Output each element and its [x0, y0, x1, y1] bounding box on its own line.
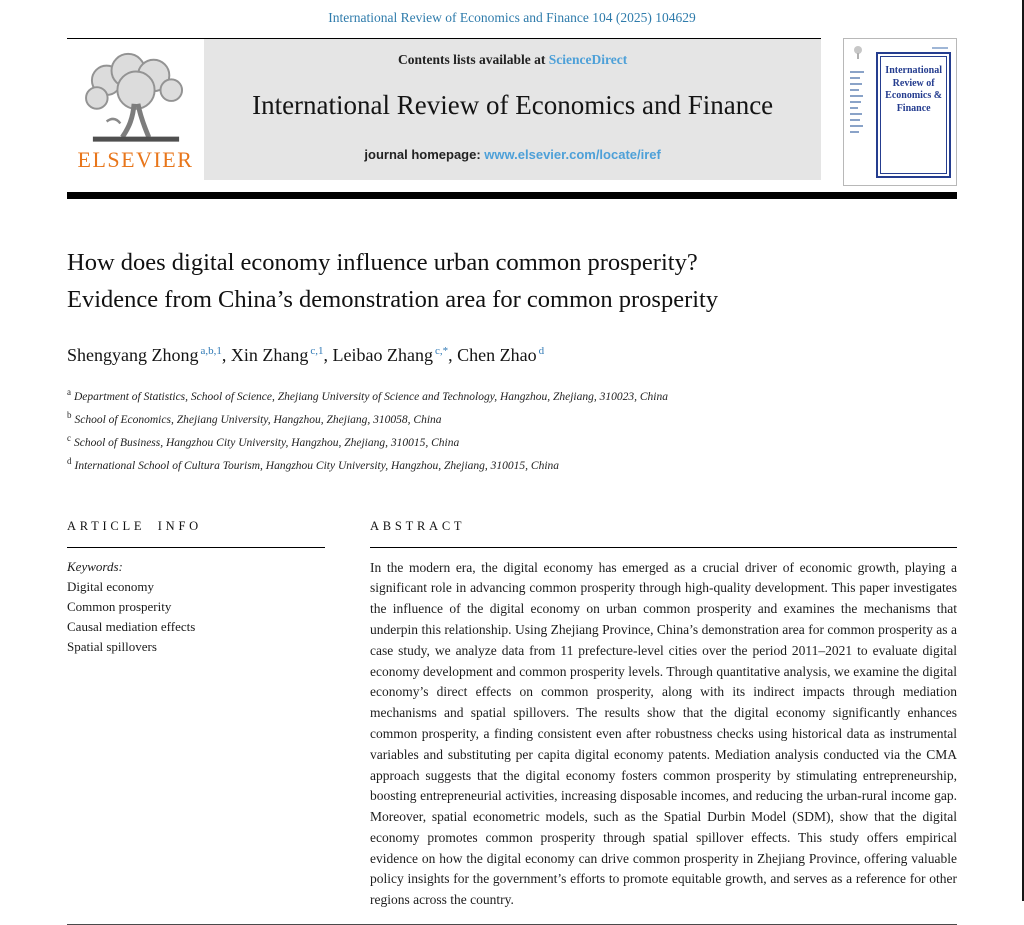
cover-tiny-text-line: [850, 113, 862, 115]
affiliation-text: Department of Statistics, School of Science, Zhejiang University of Science and Technology, Hangzhou, Zhejiang, 310023, China: [74, 390, 668, 403]
sciencedirect-link[interactable]: ScienceDirect: [548, 52, 628, 67]
elsevier-logo-block: [67, 39, 204, 180]
article-title-line1: How does digital economy influence urban common prosperity?: [67, 249, 698, 276]
keywords-list: [67, 577, 325, 658]
cover-title-box: [876, 52, 951, 178]
cover-tiny-text-line: [850, 131, 859, 133]
cover-tiny-text-line: [850, 119, 860, 121]
abstract-column: [370, 519, 957, 911]
abstract-text: In the modern era, the digital economy has emerged as a crucial driver of economic growth, playing a significant role in advancing common prosperity through high-quality development. This paper investigates the influence of the digital economy on urban common prosperity and examines the mechanisms that underpin this relationship. Using Zhejiang Province, China’s demonstration area for common prosperity as a case study, we analyze data from 11 prefecture-level cities over the period 2011–2021 to evaluate digital economy development and common prosperity levels. Through quantitative analysis, we examine the digital economy’s direct effects on common prosperity, along with its indirect impacts through mediation mechanisms and spatial spillovers. The results show that the digital economy significantly enhances common prosperity, a finding consistent even after robustness checks using historical data as instrumental variables and substituting per capita digital economy patents. Mediation analysis conducted via the CMA approach suggests that the digital economy fosters common prosperity by stimulating entrepreneurship, boosting entrepreneurial activities, increasing disposable incomes, and reducing the urban-rural income gap. Moreover, spatial econometric models, such as the Spatial Durbin Model (SDM), show that the digital economy promotes common prosperity through spatial spillover effects. This study offers empirical evidence on how the digital economy can drive common prosperity in Zhejiang Province, offering valuable policy insights for the government’s efforts to promote equitable growth, and serves as a reference for other regions across the country.: [370, 559, 957, 908]
affiliation-text: International School of Cultura Tourism, Hangzhou City University, Hangzhou, Zhejiang, 310015, China: [74, 460, 560, 473]
affiliation-list: [67, 384, 957, 477]
author-name: Shengyang Zhong: [67, 344, 199, 365]
keyword-item: Causal mediation effects: [67, 619, 196, 635]
elsevier-wordmark: ELSEVIER: [77, 147, 194, 172]
cover-tiny-text-line: [850, 101, 861, 103]
keyword-item: Digital economy: [67, 578, 155, 594]
cover-tiny-text-line: [850, 89, 859, 91]
affiliation-text: School of Economics, Zhejiang University, Hangzhou, Zhejiang, 310058, China: [74, 413, 442, 426]
affiliation-superscript: d: [67, 456, 72, 467]
affiliation-line: [67, 407, 957, 430]
keywords-label: Keywords:: [67, 558, 123, 574]
article-info-heading: ARTICLE INFO: [67, 519, 325, 548]
keywords-block: [67, 557, 325, 658]
article-info-column: [67, 519, 325, 911]
author-superscript: a,b,1: [200, 344, 222, 357]
cover-tiny-text-line: [850, 107, 858, 109]
contents-line: [204, 52, 821, 68]
cover-tiny-text-line: [850, 125, 863, 127]
affiliation-line: [67, 430, 957, 453]
affiliation-superscript: c: [67, 433, 71, 444]
keyword-item: Common prosperity: [67, 598, 172, 614]
homepage-prefix: journal homepage:: [364, 147, 485, 162]
author-name: Leibao Zhang: [332, 344, 433, 365]
author-superscript: d: [538, 344, 545, 357]
journal-cover-thumbnail[interactable]: [843, 38, 957, 186]
banner-main: [67, 38, 821, 180]
author-name: Xin Zhang: [230, 344, 309, 365]
homepage-url-link[interactable]: www.elsevier.com/locate/iref: [484, 147, 661, 162]
cover-tiny-text-line: [850, 83, 862, 85]
journal-title: International Review of Economics and Finance: [252, 90, 774, 120]
cover-left-text-column: [850, 71, 870, 137]
article-title-line2: Evidence from China’s demonstration area for common prosperity: [67, 285, 719, 313]
journal-citation-link[interactable]: International Review of Economics and Finance 104 (2025) 104629: [328, 10, 696, 25]
contents-prefix: Contents lists available at: [398, 52, 549, 67]
affiliation-superscript: a: [67, 386, 71, 397]
elsevier-tree-logo-icon: [77, 49, 195, 145]
cover-issue-text: [932, 47, 948, 49]
cover-tiny-text-line: [850, 77, 860, 79]
journal-banner: [67, 38, 957, 186]
cover-tiny-text-line: [850, 95, 863, 97]
author-list: Shengyang Zhong $^{a,b,1}$, Xin Zhang $^{c,1}$, Leibao Zhang $^{c,*}$, Chen Zhao $^d$: [67, 344, 545, 365]
cover-emblem-icon: [851, 45, 865, 61]
cover-title-box-inner: [880, 56, 947, 174]
author-superscript: c,*: [434, 344, 449, 357]
author-name: Chen Zhao: [457, 344, 537, 365]
author-superscript: c,1: [310, 344, 324, 357]
cover-journal-title: International Review of Economics & Finance: [885, 65, 943, 114]
affiliation-text: School of Business, Hangzhou City University, Hangzhou, Zhejiang, 310015, China: [74, 436, 460, 449]
abstract-heading: ABSTRACT: [370, 519, 957, 548]
article-title: [67, 245, 957, 319]
info-abstract-section: [67, 519, 957, 911]
cover-tiny-text-line: [850, 71, 864, 73]
banner-gray-panel: [204, 39, 821, 180]
keyword-item: Spatial spillovers: [67, 639, 157, 655]
homepage-line: [204, 147, 821, 162]
affiliation-line: [67, 453, 957, 476]
affiliation-superscript: b: [67, 409, 72, 420]
header-divider-bar: [67, 192, 957, 199]
affiliation-line: [67, 384, 957, 407]
